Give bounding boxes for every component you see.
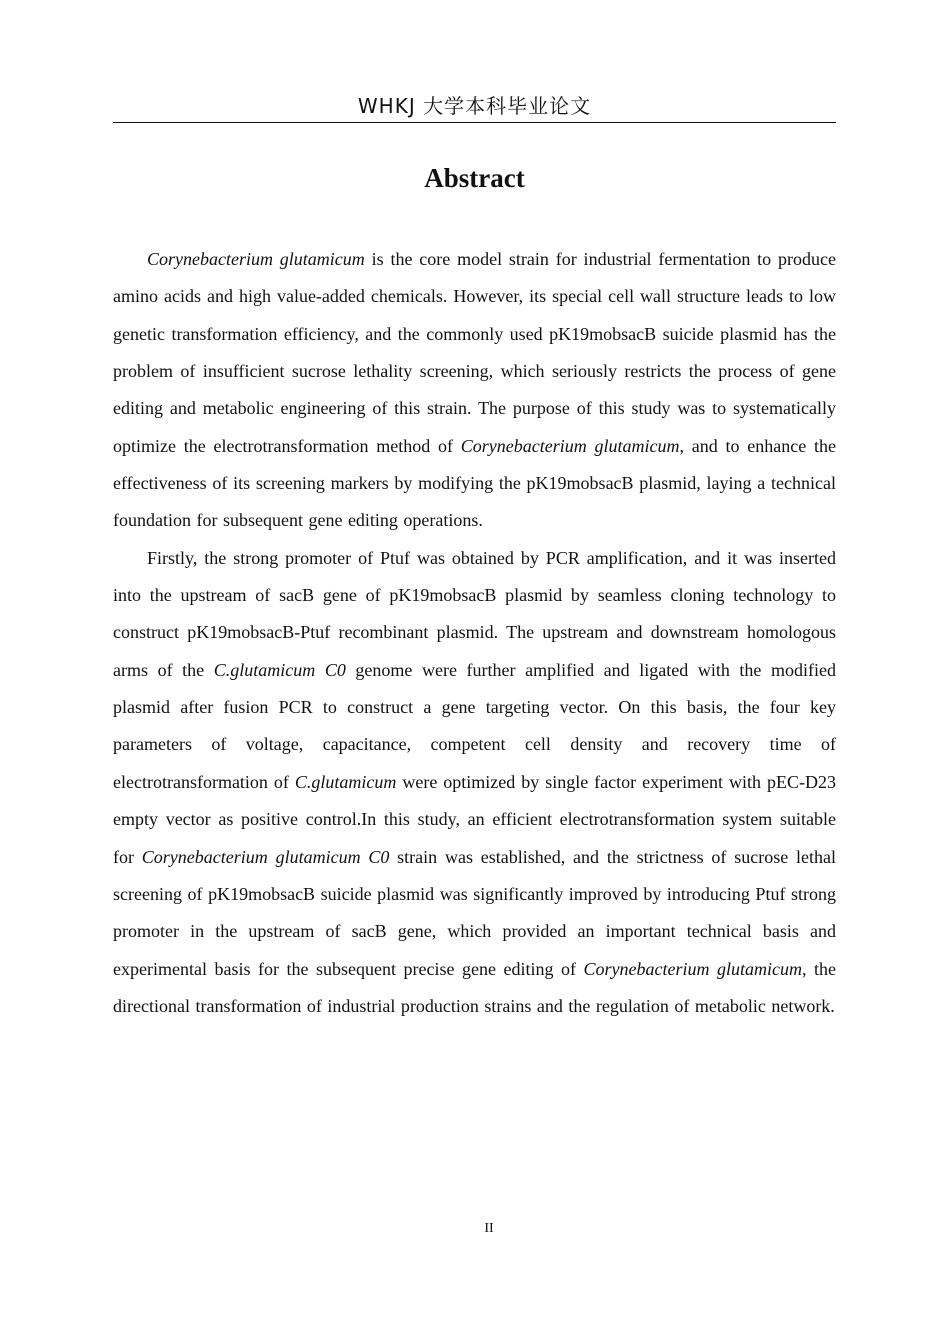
abstract-paragraph-2 xyxy=(113,540,836,1025)
species-name: Corynebacterium glutamicum xyxy=(583,958,802,979)
abstract-paragraph-1 xyxy=(113,241,836,540)
species-name: Corynebacterium glutamicum xyxy=(460,435,680,456)
species-name: C.glutamicum xyxy=(294,771,397,792)
text-run: , and to enhance the effectiveness of its screening markers by modifying the pK19mobsacB plasmid, laying a technical foundation for subsequent gene editing operations. xyxy=(113,435,836,531)
running-header xyxy=(113,92,836,123)
abstract-body xyxy=(113,241,836,1025)
species-name: Corynebacterium glutamicum xyxy=(147,249,365,269)
text-run: were optimized by single factor experiment with pEC-D23 empty vector as positive control.In this study, an efficient electrotransformation system suitable for xyxy=(113,771,836,867)
text-run: , the directional transformation of industrial production strains and the regulation of metabolic network. xyxy=(113,958,836,1016)
text-run: strain was established, and the strictness of sucrose lethal screening of pK19mobsacB suicide plasmid was significantly improved by introducing Ptuf strong promoter in the upstream of sacB gene, which provided an important technical basis and experimental basis for the subsequent precise gene editing of xyxy=(113,846,836,979)
strain-name: C.glutamicum C0 xyxy=(213,659,346,680)
text-run: genome were further amplified and ligated with the modified plasmid after fusion PCR to construct a gene targeting vector. On this basis, the four key parameters of voltage, capacitance, competent cell density and recovery time of electrotransformation of xyxy=(113,659,836,792)
text-run: is the core model strain for industrial fermentation to produce amino acids and high value-added chemicals. However, its special cell wall structure leads to low genetic transformation efficiency, and the commonly used pK19mobsacB suicide plasmid has the problem of insufficient sucrose lethality screening, which seriously restricts the process of gene editing and metabolic engineering of this strain. The purpose of this study was to systematically optimize the electrotransformation method of xyxy=(113,249,836,456)
page-number: II xyxy=(484,1221,494,1236)
page-title: Abstract xyxy=(424,163,525,193)
strain-name: Corynebacterium glutamicum C0 xyxy=(141,846,390,867)
text-run: Firstly, the strong promoter of Ptuf was obtained by PCR amplification, and it was inserted into the upstream of sacB gene of pK19mobsacB plasmid by seamless cloning technology to construct pK19mobsacB-Ptuf recombinant plasmid. The upstream and downstream homologous arms of the xyxy=(113,547,836,680)
header-title: WHKJ 大学本科毕业论文 xyxy=(357,94,592,118)
